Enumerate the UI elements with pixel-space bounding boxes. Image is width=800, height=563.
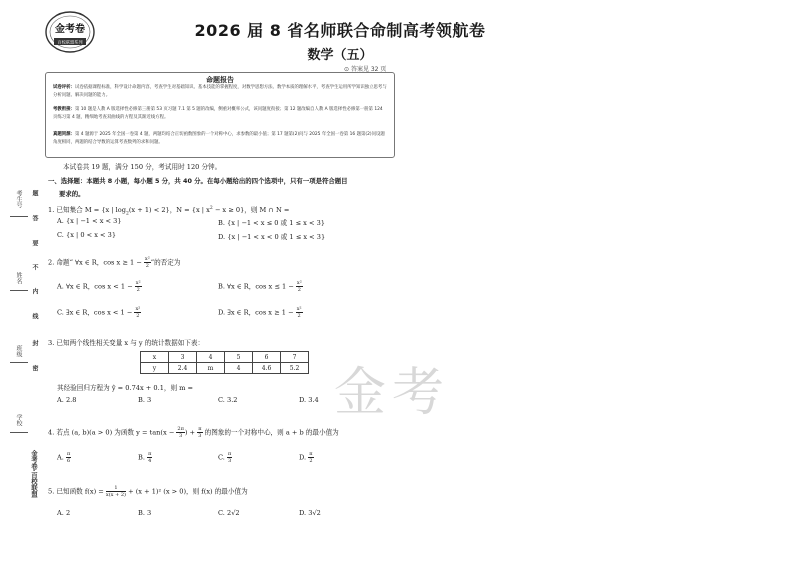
q1-stem-sup: 2 bbox=[209, 205, 213, 211]
seal-char-5: 内 bbox=[31, 288, 38, 294]
q4-option-c[interactable] bbox=[218, 451, 232, 464]
q5-stem-b: + (x + 1)² (x > 0)，则 f(x) 的最小值为 bbox=[128, 487, 248, 496]
question-4-stem bbox=[48, 426, 339, 439]
section-heading: 一、选择题：本题共 8 小题，每小题 5 分，共 40 分。在每小题给出的四个选项中，只有一项是符合题目 bbox=[48, 177, 348, 185]
q1-option-b[interactable]: B. {x | −1 < x ≤ 0 或 1 ≤ x < 3} bbox=[218, 219, 325, 227]
seal-char-8: 密 bbox=[31, 365, 38, 371]
seal-char-6: 线 bbox=[31, 313, 38, 319]
fraction-numerator: 1 bbox=[106, 485, 126, 492]
report-paragraph-3 bbox=[53, 131, 387, 147]
q2-option-d-fraction bbox=[296, 306, 303, 319]
answer-reference: ⊙ 答案见 32 页 bbox=[344, 66, 387, 73]
divider bbox=[10, 216, 28, 217]
seal-char-2: 答 bbox=[31, 215, 38, 221]
report-paragraph-1 bbox=[53, 84, 387, 100]
q5-option-c[interactable]: C. 2√2 bbox=[218, 509, 240, 517]
q2-stem-a: 2. 命题“ ∀x ∈ R，cos x ≥ 1 − bbox=[48, 258, 142, 267]
report-title: 命题报告 bbox=[206, 76, 234, 84]
q4-fraction-1 bbox=[176, 426, 184, 439]
q5-option-b[interactable]: B. 3 bbox=[138, 509, 152, 517]
q2-option-a-text: A. ∀x ∈ R，cos x < 1 − bbox=[57, 282, 133, 291]
fraction-denominator: 6 bbox=[67, 458, 71, 464]
table-cell: 6 bbox=[253, 352, 281, 363]
fraction-numerator: π bbox=[228, 451, 232, 457]
q5-option-a[interactable]: A. 2 bbox=[57, 509, 71, 517]
fraction-numerator: π bbox=[148, 451, 152, 457]
seal-char-4: 不 bbox=[31, 264, 38, 270]
report-label-3: 真题同源： bbox=[53, 132, 75, 137]
q4-option-d[interactable] bbox=[299, 451, 314, 464]
fraction-denominator: 3 bbox=[179, 433, 183, 439]
q3-option-d[interactable]: D. 3.4 bbox=[299, 396, 319, 404]
fraction-numerator: π bbox=[66, 451, 71, 457]
q2-option-c-text: C. ∃x ∈ R，cos x < 1 − bbox=[57, 308, 133, 317]
report-label-2: 考教衔接： bbox=[53, 107, 75, 112]
q2-option-d[interactable] bbox=[218, 306, 303, 319]
q4-fraction-2 bbox=[197, 426, 202, 439]
q2-stem-fraction bbox=[144, 256, 151, 269]
question-3-stem: 3. 已知两个线性相关变量 x 与 y 的统计数据如下表： bbox=[48, 339, 205, 347]
q1-stem-sub: 2 bbox=[125, 211, 129, 217]
seal-char-1: 题 bbox=[31, 190, 38, 196]
fraction-numerator: x² bbox=[296, 280, 302, 286]
fraction-numerator: x² bbox=[296, 306, 302, 312]
report-text-3: 第 4 题源于 2025 年全国一卷第 4 题，两题均结合正切函数图象的一个对称中心，求参数的最小值；第 17 题第(2)问与 2025 年全国一卷第 16 题第(2)问设题角度相同，两题的结合导数的运算考查数列的求和问题。 bbox=[53, 132, 385, 145]
q2-option-c[interactable] bbox=[57, 306, 141, 319]
fraction-denominator: 2 bbox=[297, 313, 301, 319]
question-1-stem bbox=[48, 204, 289, 216]
divider bbox=[10, 362, 28, 363]
question-2-stem bbox=[48, 256, 180, 269]
exam-subtitle: 数学（五） bbox=[307, 48, 373, 63]
logo-text: 金考卷 bbox=[55, 24, 85, 35]
q5-stem-a: 5. 已知函数 f(x) = bbox=[48, 487, 104, 496]
fraction-numerator: x² bbox=[144, 256, 150, 262]
table-cell: 4 bbox=[225, 363, 253, 374]
q3-option-c[interactable]: C. 3.2 bbox=[218, 396, 238, 404]
report-label-1: 试卷评析： bbox=[53, 85, 75, 90]
q2-option-a-fraction bbox=[135, 280, 142, 293]
q4-stem-a: 4. 若点 (a, b)(a > 0) 为函数 y = tan(x − bbox=[48, 428, 175, 437]
label-class: 班级 bbox=[15, 345, 22, 357]
table-cell: 4.6 bbox=[253, 363, 281, 374]
q4-option-b-fraction bbox=[147, 451, 152, 464]
q2-stem-b: ”的否定为 bbox=[150, 258, 181, 267]
divider bbox=[10, 432, 28, 433]
fraction-denominator: 4 bbox=[148, 458, 152, 464]
q5-fraction bbox=[106, 485, 126, 498]
q2-option-b-fraction bbox=[296, 280, 303, 293]
label-school: 学校 bbox=[15, 414, 22, 426]
divider bbox=[10, 290, 28, 291]
q4-option-d-label: D. bbox=[299, 453, 307, 462]
exam-title: 2026 届 8 省名师联合命制高考领航卷 bbox=[194, 21, 486, 40]
q1-stem-a: 1. 已知集合 M = {x | log bbox=[48, 206, 126, 214]
section-heading-cont: 要求的。 bbox=[59, 190, 85, 198]
fraction-denominator: 2 bbox=[309, 458, 313, 464]
fraction-numerator: π bbox=[309, 451, 313, 457]
fraction-numerator: π bbox=[198, 426, 202, 432]
watermark: 金考 bbox=[334, 363, 451, 423]
q1-stem-c: − x ≥ 0}，则 M ∩ N = bbox=[212, 206, 290, 214]
table-cell: 3 bbox=[169, 352, 197, 363]
fraction-denominator: 3 bbox=[228, 458, 232, 464]
q3-option-b[interactable]: B. 3 bbox=[138, 396, 152, 404]
label-name: 姓名 bbox=[15, 272, 22, 284]
q3-regression: 其经验回归方程为 ŷ = 0.74x + 0.1，则 m = bbox=[57, 384, 194, 392]
seal-char-7: 封 bbox=[31, 340, 38, 346]
q4-option-d-fraction bbox=[308, 451, 313, 464]
report-text-1: 试卷依据课程标准，科学设计命题内容，考查学生对基础知识、基本技能的掌握程度，对数学思想方法、数学本质的理解水平，考查学生运用所学知识独立思考与分析问题、解决问题的能力。 bbox=[53, 85, 387, 98]
fraction-numerator: 2π bbox=[177, 426, 184, 432]
fraction-numerator: x² bbox=[135, 306, 141, 312]
q2-option-b[interactable] bbox=[218, 280, 303, 293]
q2-option-a[interactable] bbox=[57, 280, 142, 293]
brand-logo bbox=[44, 10, 96, 56]
question-5-stem bbox=[48, 485, 248, 498]
q1-stem-b: (x + 1) < 2}，N = {x | x bbox=[128, 206, 210, 214]
q4-stem-c: 的图象的一个对称中心，则 a + b 的最小值为 bbox=[204, 428, 339, 437]
seal-char-3: 要 bbox=[31, 240, 38, 246]
table-row-y bbox=[141, 363, 309, 374]
q4-option-a-label: A. bbox=[57, 453, 64, 462]
q3-option-a[interactable]: A. 2.8 bbox=[57, 396, 77, 404]
fraction-denominator: 2 bbox=[145, 263, 149, 269]
q2-option-d-text: D. ∃x ∈ R，cos x ≥ 1 − bbox=[218, 308, 294, 317]
table-cell: x bbox=[141, 352, 169, 363]
label-exam-number: 考生号 bbox=[15, 190, 22, 208]
q4-option-a[interactable] bbox=[57, 451, 71, 464]
q4-option-c-fraction bbox=[227, 451, 232, 464]
fraction-denominator: 2 bbox=[136, 287, 140, 293]
q2-option-b-text: B. ∀x ∈ R，cos x ≤ 1 − bbox=[218, 282, 294, 291]
report-text-2: 第 10 题是人教 A 版选择性必修第三册第 53 页习题 7.1 第 5 题的改编，侧重对概率公式，该问题度衔接；第 12 题改编自人教 A 版选择性必修第一册第 124 页练习第 4 题，精细地考查双曲线的方程及其渐近线方程。 bbox=[53, 107, 383, 120]
data-table bbox=[140, 351, 309, 374]
table-cell: m bbox=[197, 363, 225, 374]
q4-option-b-label: B. bbox=[138, 453, 145, 462]
q4-option-b[interactable] bbox=[138, 451, 152, 464]
q1-option-d[interactable]: D. {x | −1 < x < 0 或 1 ≤ x < 3} bbox=[218, 233, 326, 241]
table-cell: 5 bbox=[225, 352, 253, 363]
fraction-numerator: x² bbox=[135, 280, 141, 286]
side-brand: 金考卷·百校联盟 bbox=[30, 450, 38, 498]
q4-option-c-label: C. bbox=[218, 453, 225, 462]
table-cell: 7 bbox=[281, 352, 309, 363]
fraction-denominator: 2 bbox=[136, 313, 140, 319]
q4-option-a-fraction bbox=[66, 451, 71, 464]
table-row-x bbox=[141, 352, 309, 363]
q1-option-c[interactable]: C. {x | 0 < x < 3} bbox=[57, 231, 117, 239]
table-cell: 2.4 bbox=[169, 363, 197, 374]
exam-intro: 本试卷共 19 题，满分 150 分，考试用时 120 分钟。 bbox=[63, 163, 222, 171]
report-box bbox=[45, 72, 395, 158]
table-cell: y bbox=[141, 363, 169, 374]
logo-subtext: 百校联盟系列 bbox=[57, 39, 83, 45]
q4-stem-b: ) + bbox=[184, 428, 196, 437]
q5-option-d[interactable]: D. 3√2 bbox=[299, 509, 321, 517]
fraction-denominator: 3 bbox=[198, 433, 202, 439]
table-cell: 5.2 bbox=[281, 363, 309, 374]
fraction-denominator: 2 bbox=[297, 287, 301, 293]
fraction-denominator: x(x + 2) bbox=[105, 492, 126, 498]
q1-option-a[interactable]: A. {x | −1 < x < 3} bbox=[57, 217, 122, 225]
q2-option-c-fraction bbox=[134, 306, 141, 319]
answer-ref-text: 答案见 32 页 bbox=[350, 66, 387, 73]
table-cell: 4 bbox=[197, 352, 225, 363]
report-paragraph-2 bbox=[53, 106, 387, 122]
